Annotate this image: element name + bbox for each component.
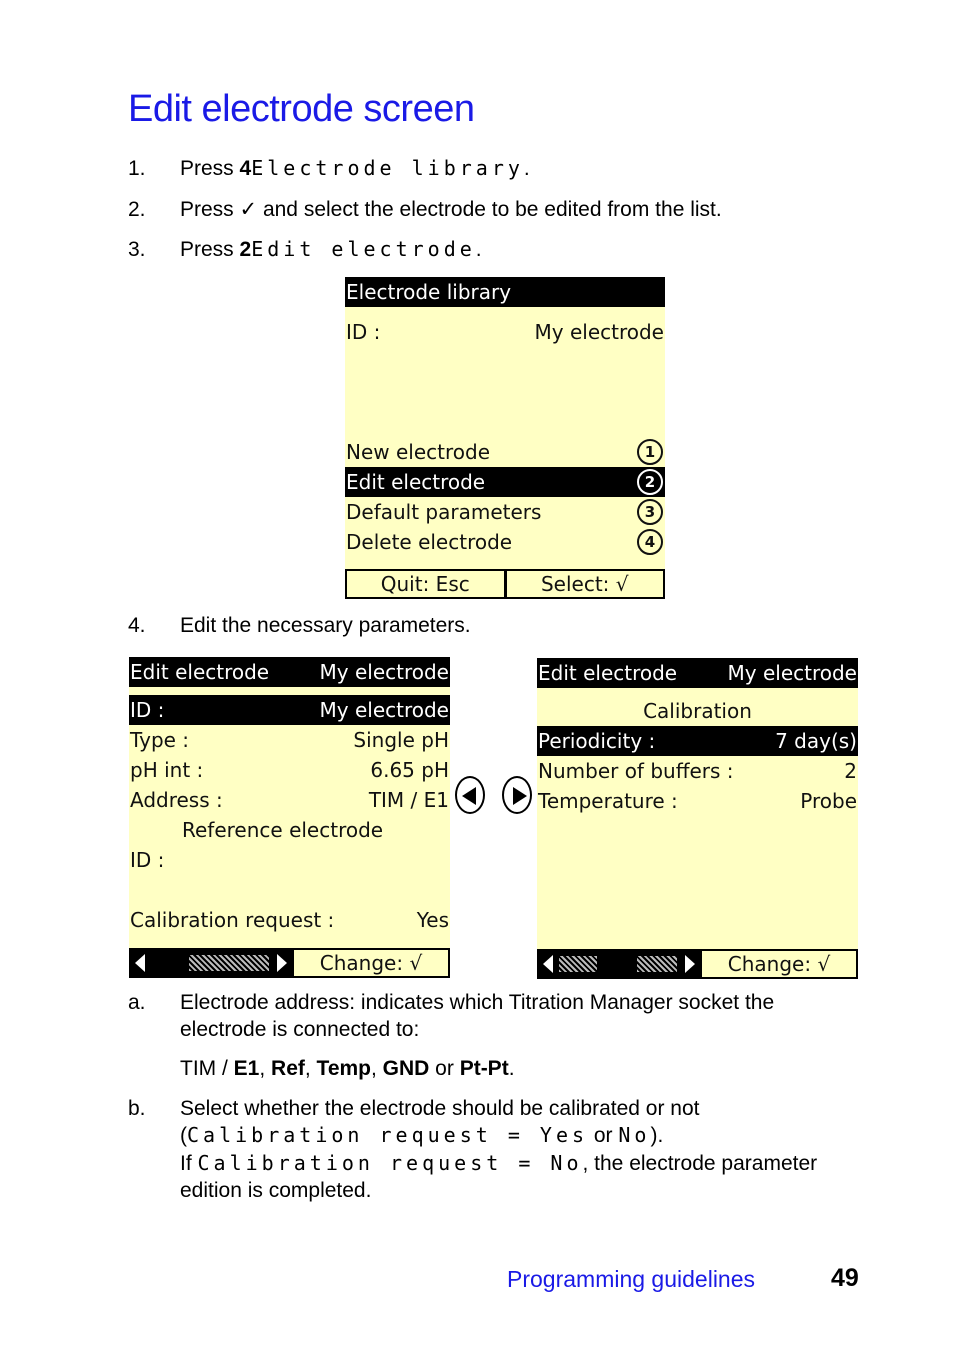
param-row-address[interactable]: Address : TIM / E1 [130,788,449,812]
section-calibration: Calibration [643,699,752,723]
change-softkey[interactable]: Change: √ [291,950,448,976]
quit-softkey[interactable]: Quit: Esc [380,572,470,596]
param-row-calibration-request[interactable]: Calibration request : Yes [130,908,449,932]
note-text: electrode is connected to: [180,1018,420,1041]
note-text-line3: If Calibration request = No, the electrode parameter [180,1151,818,1175]
step-text: Press ✓ and select the electrode to be edited from the list. [180,198,722,221]
previous-page-button[interactable] [455,776,485,814]
step-punct: . [475,238,482,261]
footer-section-title: Programming guidelines [507,1266,756,1292]
scroll-left-icon [135,954,145,972]
param-row-periodicity[interactable]: Periodicity : 7 day(s) [537,726,858,756]
note-text: Select whether the electrode should be calibrated or not [180,1097,700,1120]
step-text: Press [180,238,240,261]
step-4 [0,612,954,639]
note-text: edition is completed. [180,1179,372,1202]
note-a [0,989,954,1049]
key-4-icon: 4 [637,529,663,555]
param-row-type[interactable]: Type : Single pH [130,728,449,752]
edit-electrode-screen-calibration [537,658,858,979]
param-row-ref-id[interactable]: ID : [130,848,165,872]
select-softkey[interactable]: Select: √ [504,571,664,597]
key-label: 4 [239,157,252,180]
scroll-track-right [637,956,677,972]
page-number: 49 [831,1264,859,1292]
change-softkey[interactable]: Change: √ [699,951,856,977]
electrode-library-screen [345,277,665,599]
softkey-bar [345,569,665,599]
menu-item-delete-electrode[interactable]: Delete electrode 4 [345,527,665,557]
id-label: ID : [346,320,381,344]
step-number: 3. [128,238,146,261]
param-row-ph-int[interactable]: pH int : 6.65 pH [130,758,449,782]
key-1-icon: 1 [637,439,663,465]
note-text: Electrode address: indicates which Titration Manager socket the [180,991,775,1014]
id-value: My electrode [534,320,664,344]
key-label: 2 [239,238,252,261]
menu-item-edit-electrode[interactable]: Edit electrode 2 [345,467,665,497]
step-number: 4. [128,614,146,637]
scroll-right-icon [685,955,695,973]
scroll-right-icon [277,954,287,972]
param-row-temperature[interactable]: Temperature : Probe [538,789,857,813]
softkey-bar [537,949,858,979]
softkey-bar [129,948,450,978]
edit-electrode-screen-main [129,657,450,978]
key-3-icon: 3 [637,499,663,525]
note-b [0,1095,954,1205]
menu-command: Edit electrode [251,237,476,261]
note-letter: b. [128,1097,146,1120]
id-row [345,317,665,347]
page-title: Edit electrode screen [128,88,475,130]
menu-item-new-electrode[interactable]: New electrode 1 [345,437,665,467]
step-text: Press [180,157,240,180]
menu-item-default-parameters[interactable]: Default parameters 3 [345,497,665,527]
param-row-number-of-buffers[interactable]: Number of buffers : 2 [538,759,857,783]
param-row-id[interactable]: ID : My electrode [129,695,450,725]
address-options: TIM / E1, Ref, Temp, GND or Pt-Pt. [180,1057,515,1080]
section-reference-electrode: Reference electrode [182,818,384,842]
page-scrollbar[interactable] [131,950,291,976]
step-3 [0,236,954,263]
step-punct: . [523,157,530,180]
step-2 [0,196,954,223]
step-number: 1. [128,157,146,180]
key-2-icon: 2 [637,469,663,495]
menu-command: Electrode library [251,156,524,180]
arrow-right-icon [513,787,527,805]
screen-header: Electrode library [345,277,665,307]
step-number: 2. [128,198,146,221]
arrow-left-icon [462,787,476,805]
screen-header: Edit electrode My electrode [537,658,858,688]
step-text: Edit the necessary parameters. [180,614,471,637]
note-letter: a. [128,991,146,1014]
page-scrollbar[interactable] [539,951,699,977]
scroll-left-icon [543,955,553,973]
scroll-track-left [559,956,597,972]
screen-header: Edit electrode My electrode [129,657,450,687]
note-text-line2: (Calibration request = Yes or No). [180,1123,664,1147]
next-page-button[interactable] [502,776,532,814]
scroll-track [189,955,269,971]
step-1 [0,155,954,182]
